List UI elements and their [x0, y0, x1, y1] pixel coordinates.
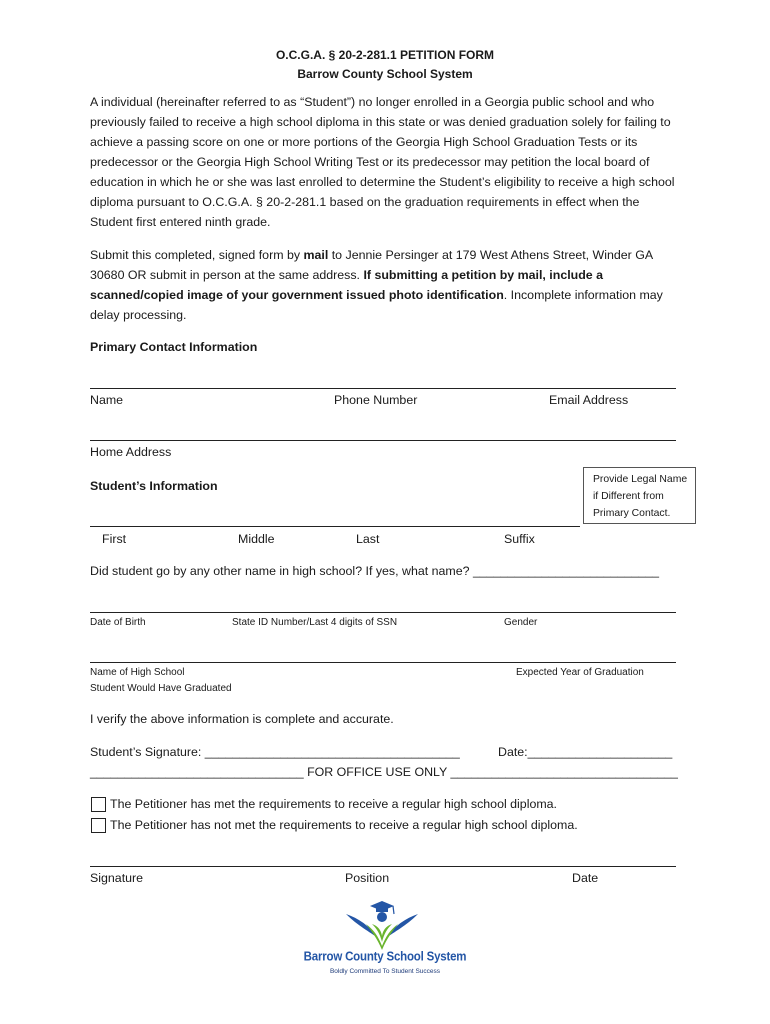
school-label-1: Name of High School [90, 667, 185, 678]
verify-statement: I verify the above information is complete and accurate. [90, 712, 394, 726]
primary-contact-heading: Primary Contact Information [90, 340, 258, 354]
suffix-label: Suffix [504, 532, 535, 546]
student-signature-field[interactable]: Student’s Signature: _____________________________________ [90, 745, 460, 759]
not-met-requirements-checkbox[interactable] [91, 818, 106, 833]
middle-label: Middle [238, 532, 275, 546]
address-label: Home Address [90, 445, 172, 459]
first-label: First [102, 532, 127, 546]
address-line[interactable] [90, 440, 676, 441]
dob-label: Date of Birth [90, 617, 146, 628]
dob-line[interactable] [90, 612, 676, 613]
last-label: Last [356, 532, 380, 546]
district-logo [300, 896, 470, 986]
office-signature-label: Signature [90, 871, 144, 885]
met-requirements-checkbox[interactable] [91, 797, 106, 812]
state-id-label: State ID Number/Last 4 digits of SSN [232, 617, 398, 628]
office-position-label: Position [345, 871, 390, 885]
met-requirements-label: The Petitioner has met the requirements to receive a regular high school diploma. [110, 797, 557, 811]
logo-tagline: Boldly Committed To Student Success [329, 968, 441, 975]
not-met-requirements-label: The Petitioner has not met the requirements to receive a regular high school diploma. [110, 818, 578, 832]
other-name-question[interactable]: Did student go by any other name in high school? If yes, what name? ___________________________ [90, 564, 660, 578]
submit-text-2: to Jennie Persinger at 179 West Athens Street, Winder GA 30680 OR submit in person at the same address. [90, 248, 653, 282]
logo-name: Barrow County School System [303, 950, 467, 964]
phone-label: Phone Number [334, 393, 418, 407]
logo-emblem-icon [300, 896, 470, 952]
grad-year-label: Expected Year of Graduation [516, 667, 644, 678]
legal-name-note: Provide Legal Name if Different from Primary Contact. [583, 467, 696, 524]
intro-paragraph: A individual (hereinafter referred to as “Student”) no longer enrolled in a Georgia public school and who previously failed to receive a high school diploma in this state or was denied graduation solely for failing to achieve a passing score on one or more portions of the Georgia High School Graduation Tests or its predecessor or the Georgia High School Writing Test or its predecessor may petition the local board of education in which he or she was last enrolled to determine the Student’s eligibility to receive a high school diploma pursuant to O.C.G.A. § 20-2-281.1 based on the graduation requirements in effect when the Student first entered ninth grade. [90, 95, 675, 229]
submit-text-1: Submit this completed, signed form by [90, 248, 304, 262]
submit-text-3: . Incomplete information may delay processing. [90, 288, 663, 322]
form-title: O.C.G.A. § 20-2-281.1 PETITION FORM [275, 48, 495, 62]
name-label: Name [90, 393, 124, 407]
email-label: Email Address [549, 393, 629, 407]
school-line[interactable] [90, 662, 676, 663]
contact-line[interactable] [90, 388, 676, 389]
office-use-divider: _______________________________ FOR OFFICE USE ONLY _________________________________ [90, 765, 678, 779]
office-signature-line[interactable] [90, 866, 676, 867]
student-name-line[interactable] [90, 526, 580, 527]
gender-label: Gender [504, 617, 538, 628]
school-label-2: Student Would Have Graduated [90, 683, 232, 694]
submit-mail: mail [303, 248, 329, 262]
signature-date-field[interactable]: Date:_____________________ [498, 745, 673, 759]
submit-bold-instruction: If submitting a petition by mail, include a scanned/copied image of your government issued photo identification [90, 268, 604, 302]
submit-paragraph [90, 245, 682, 325]
student-info-heading: Student’s Information [90, 479, 218, 493]
form-subtitle: Barrow County School System [297, 67, 473, 81]
office-date-label: Date [572, 871, 599, 885]
